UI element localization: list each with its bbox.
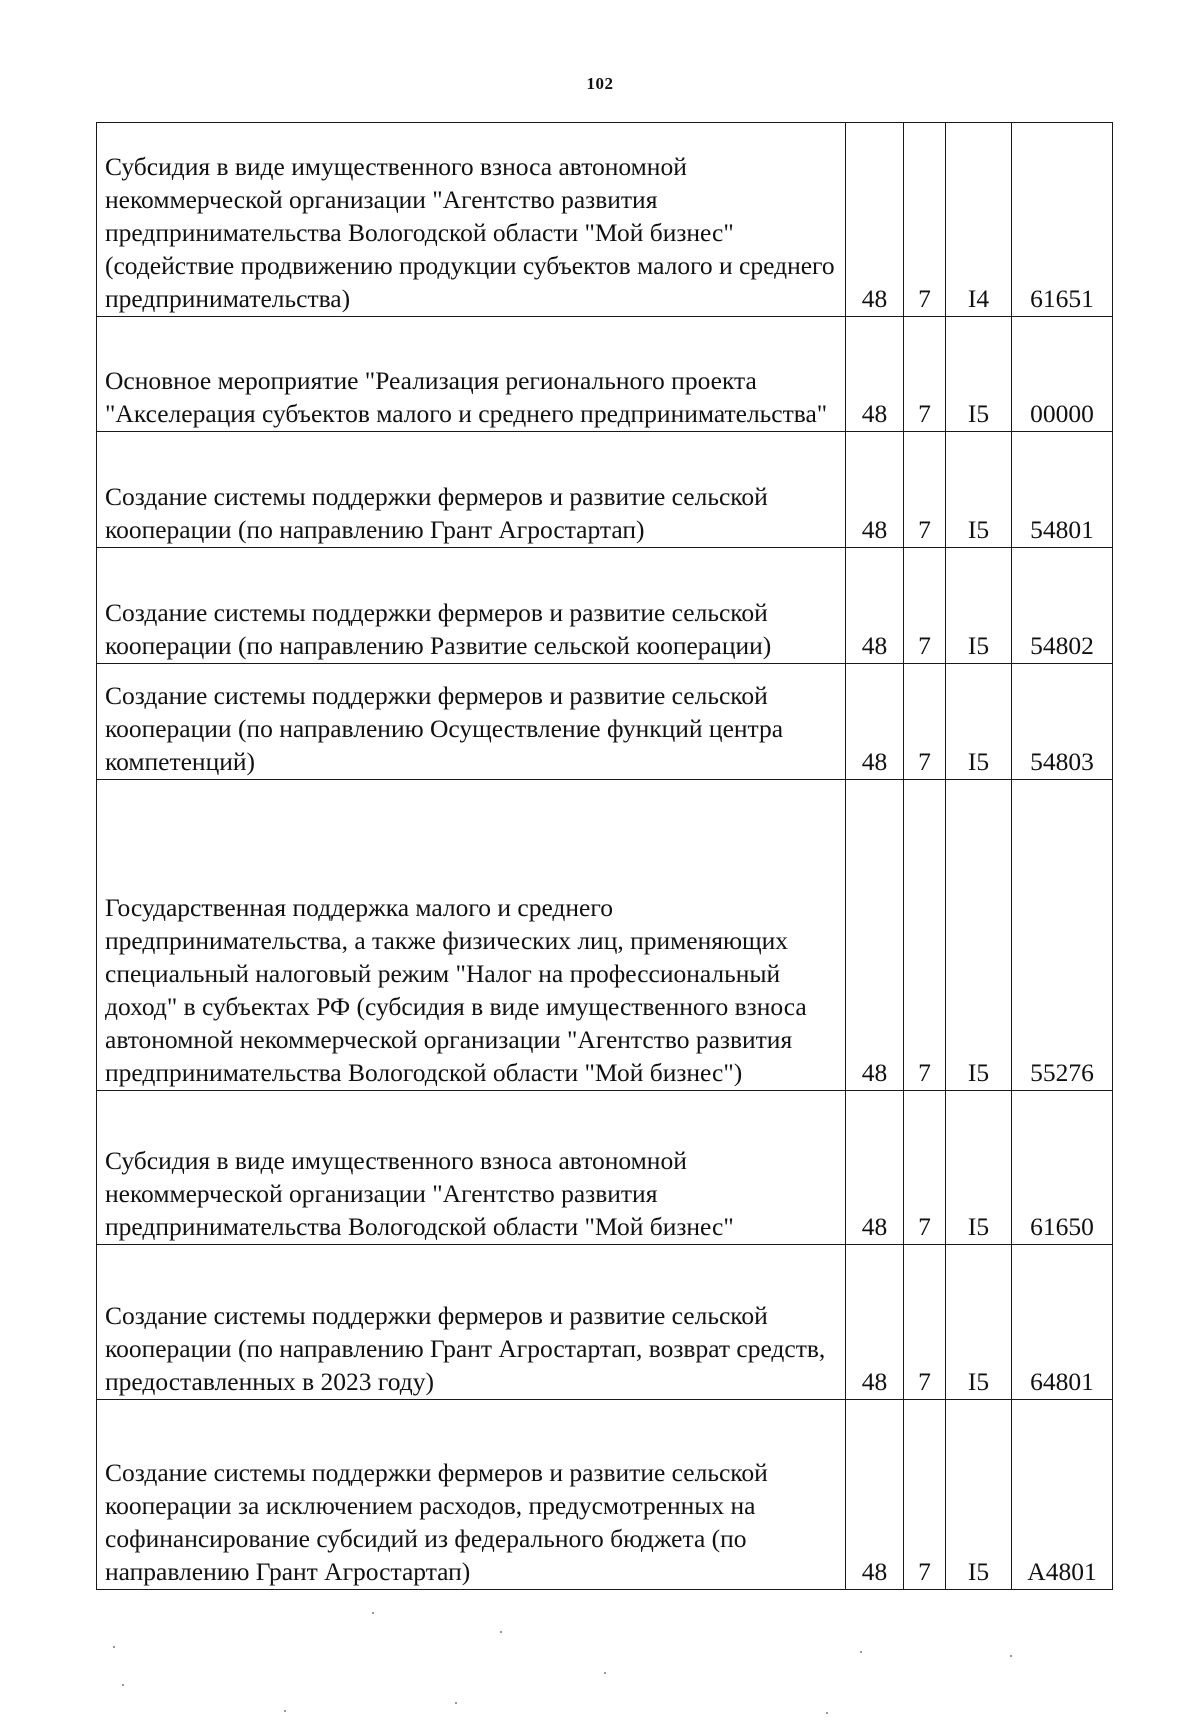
expense-name-cell: Создание системы поддержки фермеров и развитие сельской кооперации (по направлению Развитие сельской кооперации) [97,548,846,664]
program-code-cell: 7 [904,123,946,317]
ministry-code-cell: 48 [846,1245,904,1400]
ministry-code-cell: 48 [846,548,904,664]
expense-name-cell: Создание системы поддержки фермеров и развитие сельской кооперации (по направлению Осуществление функций центра компетенций) [97,664,846,780]
scan-speck [122,1684,124,1686]
scan-speck [455,1702,457,1704]
table-row [97,1245,1113,1400]
ministry-code-cell: 48 [846,123,904,317]
direction-code-cell: 61651 [1012,123,1113,317]
direction-code-cell: 55276 [1012,780,1113,1091]
direction-code-cell: A4801 [1012,1400,1113,1590]
table-row [97,780,1113,1091]
subprogram-code-cell: I5 [946,1245,1012,1400]
scan-speck [826,1712,828,1714]
table-row [97,1091,1113,1245]
ministry-code-cell: 48 [846,317,904,432]
program-code-cell: 7 [904,548,946,664]
expense-name-cell: Создание системы поддержки фермеров и развитие сельской кооперации за исключением расходов, предусмотренных на софинансирование субсидий из федерального бюджета (по направлению Грант Агростартап) [97,1400,846,1590]
scan-speck [500,1631,502,1633]
table-row [97,1400,1113,1590]
ministry-code-cell: 48 [846,664,904,780]
program-code-cell: 7 [904,317,946,432]
direction-code-cell: 61650 [1012,1091,1113,1245]
program-code-cell: 7 [904,1245,946,1400]
scan-speck [1010,1655,1012,1657]
direction-code-cell: 54801 [1012,432,1113,548]
subprogram-code-cell: I5 [946,1400,1012,1590]
direction-code-cell: 54803 [1012,664,1113,780]
direction-code-cell: 54802 [1012,548,1113,664]
expense-name-cell: Создание системы поддержки фермеров и развитие сельской кооперации (по направлению Грант Агростартап, возврат средств, предоставленных в 2023 году) [97,1245,846,1400]
subprogram-code-cell: I5 [946,1091,1012,1245]
program-code-cell: 7 [904,432,946,548]
direction-code-cell: 64801 [1012,1245,1113,1400]
ministry-code-cell: 48 [846,432,904,548]
subprogram-code-cell: I5 [946,548,1012,664]
program-code-cell: 7 [904,780,946,1091]
scan-speck [860,1651,862,1653]
ministry-code-cell: 48 [846,780,904,1091]
ministry-code-cell: 48 [846,1400,904,1590]
program-code-cell: 7 [904,1400,946,1590]
program-code-cell: 7 [904,664,946,780]
direction-code-cell: 00000 [1012,317,1113,432]
scan-speck [284,1710,286,1712]
subprogram-code-cell: I5 [946,317,1012,432]
subprogram-code-cell: I4 [946,123,1012,317]
program-code-cell: 7 [904,1091,946,1245]
expense-name-cell: Создание системы поддержки фермеров и развитие сельской кооперации (по направлению Грант Агростартап) [97,432,846,548]
scan-speck [372,1612,374,1614]
subprogram-code-cell: I5 [946,432,1012,548]
expense-name-cell: Субсидия в виде имущественного взноса автономной некоммерческой организации "Агентство развития предпринимательства Вологодской области "Мой бизнес" (содействие продвижению продукции субъектов малого и среднего предпринимательства) [97,123,846,317]
table-row [97,123,1113,317]
subprogram-code-cell: I5 [946,664,1012,780]
subprogram-code-cell: I5 [946,780,1012,1091]
page-number: 102 [586,74,614,93]
expense-name-cell: Субсидия в виде имущественного взноса автономной некоммерческой организации "Агентство развития предпринимательства Вологодской области "Мой бизнес" [97,1091,846,1245]
table-row [97,317,1113,432]
table-row [97,548,1113,664]
expense-name-cell: Основное мероприятие "Реализация регионального проекта "Акселерация субъектов малого и среднего предпринимательства" [97,317,846,432]
expense-name-cell: Государственная поддержка малого и среднего предпринимательства, а также физических лиц, применяющих специальный налоговый режим "Налог на профессиональный доход" в субъектах РФ (субсидия в виде имущественного взноса автономной некоммерческой организации "Агентство развития предпринимательства Вологодской области "Мой бизнес") [97,780,846,1091]
budget-classification-table [96,122,1113,1590]
table-row [97,664,1113,780]
ministry-code-cell: 48 [846,1091,904,1245]
scan-speck [113,1646,115,1648]
table-row [97,432,1113,548]
scan-speck [604,1672,606,1674]
